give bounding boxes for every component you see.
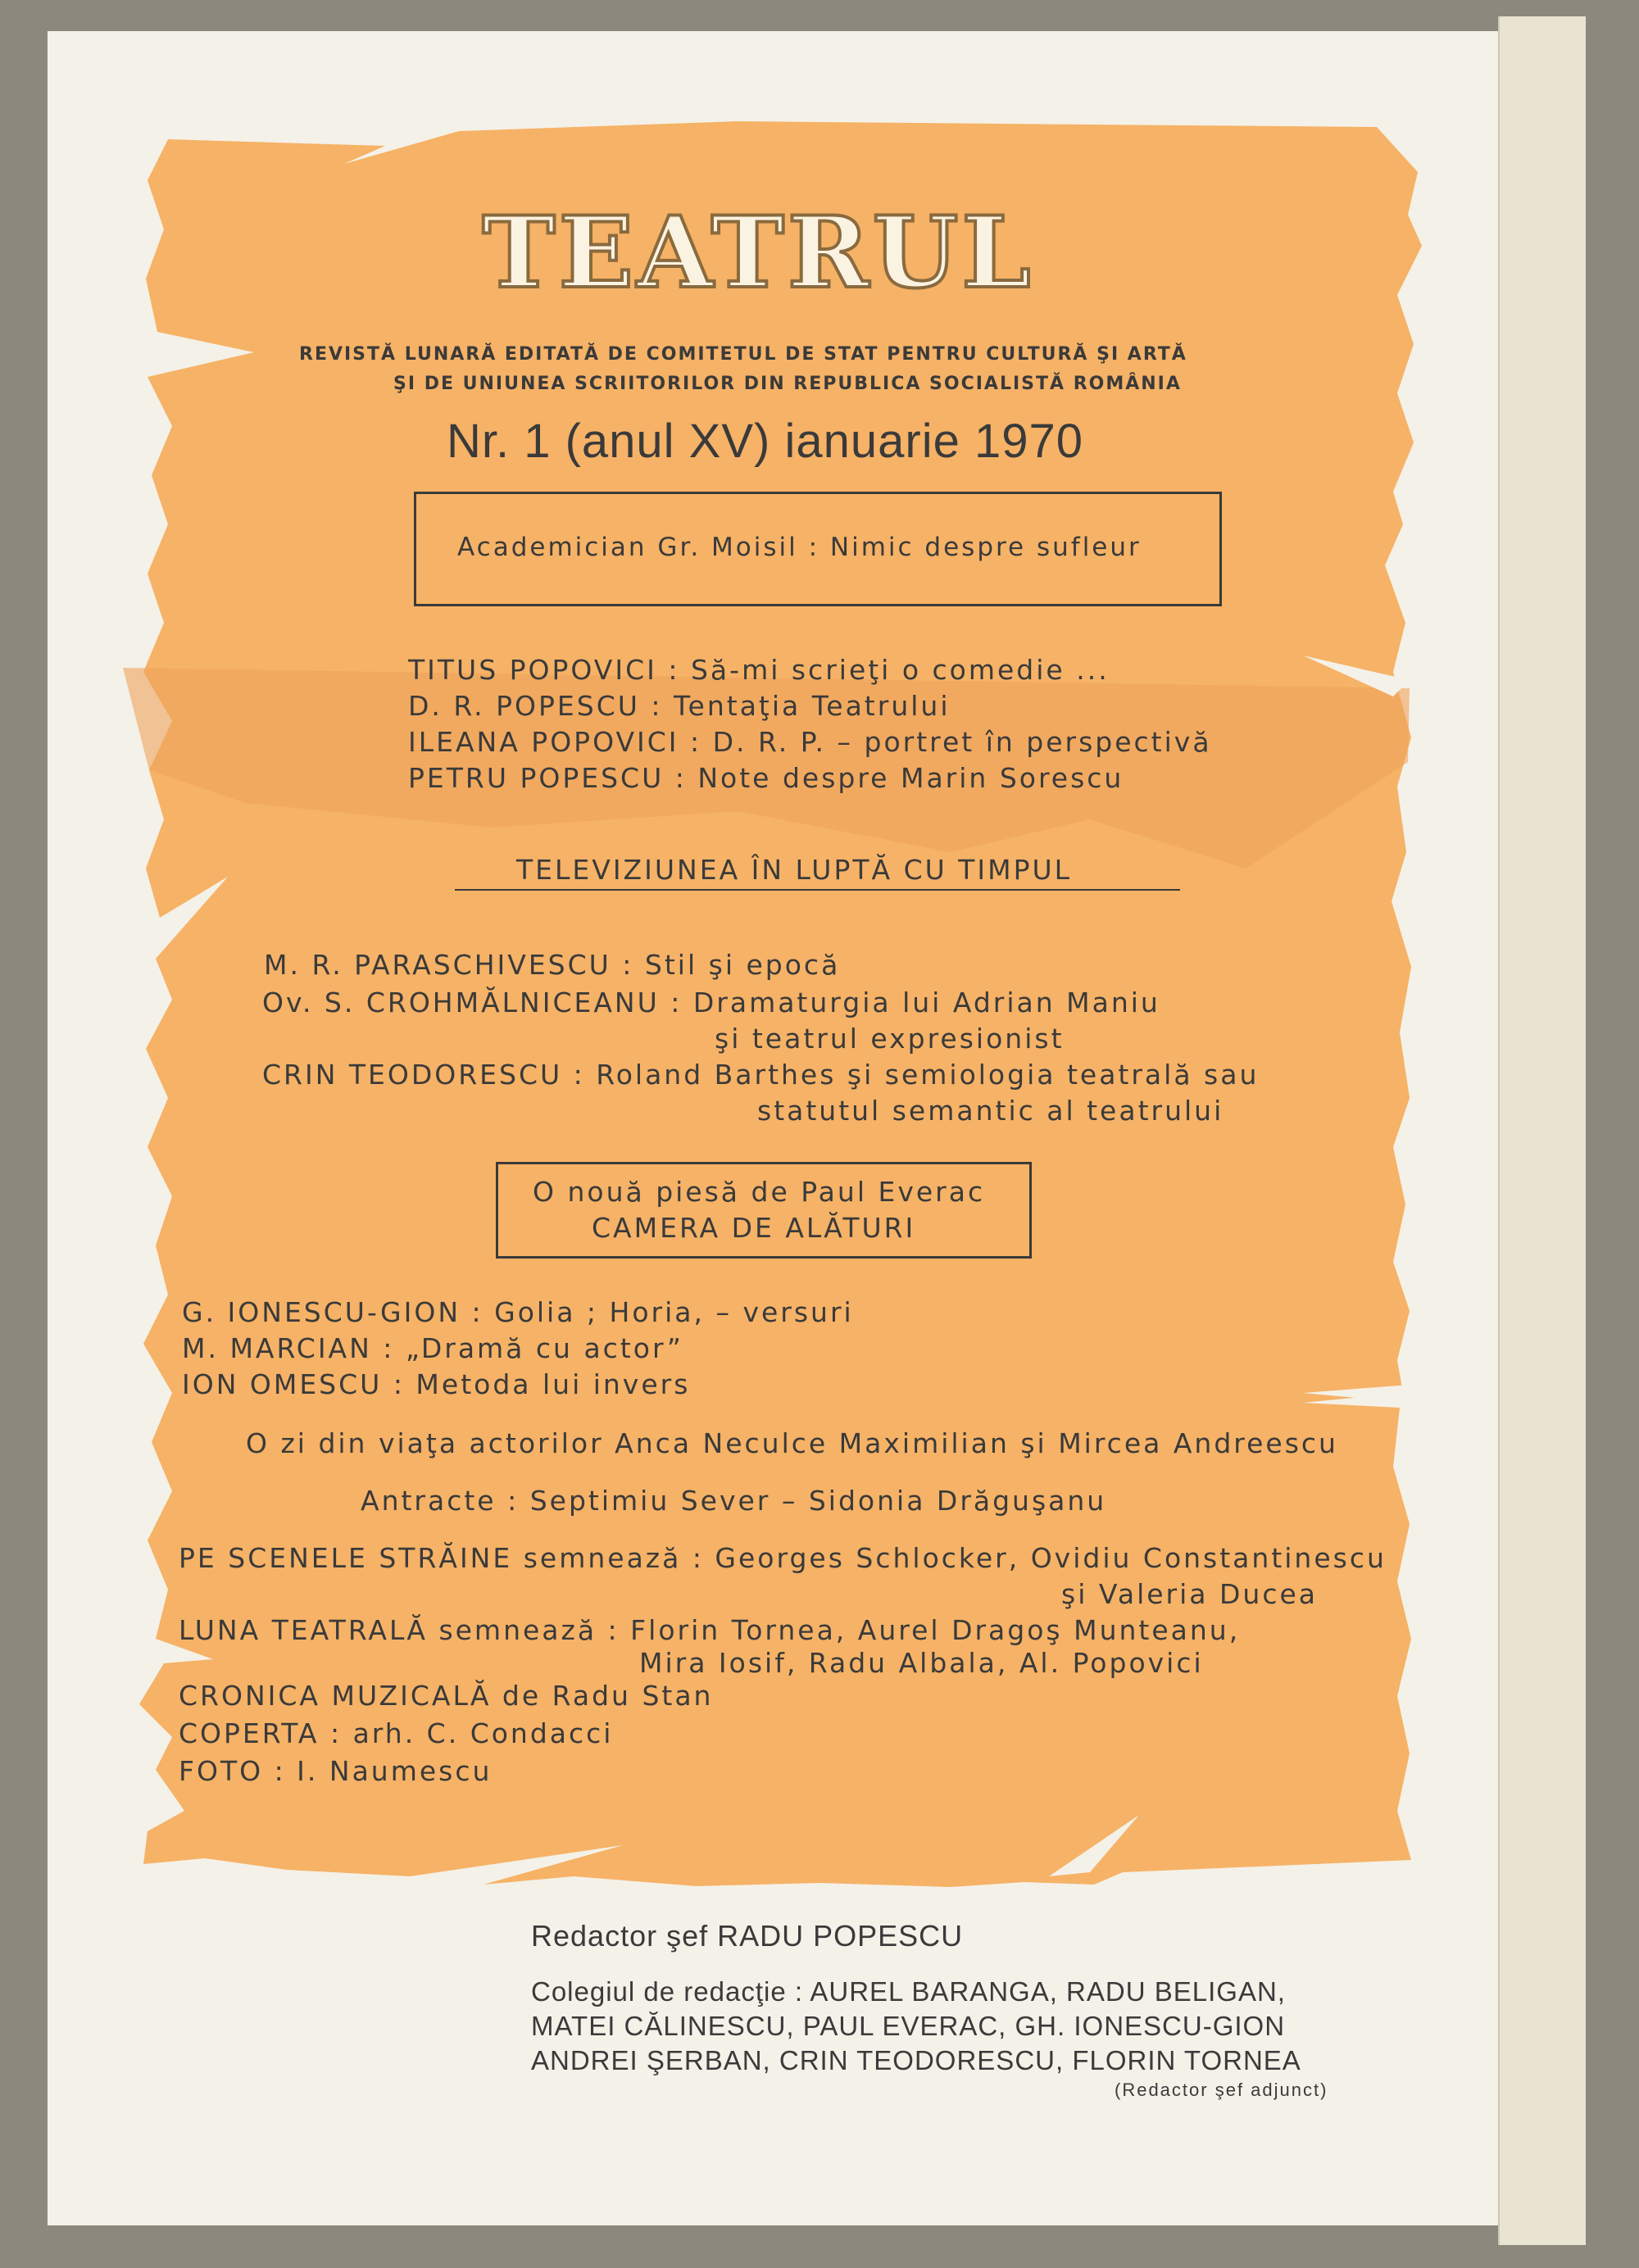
toc-line: G. IONESCU-GION : Golia ; Horia, – versuri [182,1296,854,1328]
play-box-line-2: CAMERA DE ALĂTURI [592,1212,916,1244]
toc-line: COPERTA : arh. C. Condacci [179,1717,614,1749]
toc-line: M. R. PARASCHIVESCU : Stil şi epocă [264,949,841,981]
toc-line: Ov. S. CROHMĂLNICEANU : Dramaturgia lui Adrian Maniu [262,987,1160,1018]
editor-in-chief: Redactor şef RADU POPESCU [531,1919,964,1953]
toc-line-continued: Mira Iosif, Radu Albala, Al. Popovici [639,1647,1204,1679]
toc-line: ION OMESCU : Metoda lui invers [182,1368,691,1400]
editorial-board-line: Colegiul de redacţie : AUREL BARANGA, RADU BELIGAN, [531,1976,1286,2007]
toc-line: FOTO : I. Naumescu [179,1755,493,1787]
toc-line: PETRU POPESCU : Note despre Marin Sorescu [408,762,1124,794]
deputy-note: (Redactor şef adjunct) [1115,2080,1328,2100]
toc-line: CRIN TEODORESCU : Roland Barthes şi semiologia teatrală sau [262,1059,1260,1091]
toc-line: TITUS POPOVICI : Să-mi scrieţi o comedie ... [408,654,1110,686]
toc-line-continued: şi teatrul expresionist [715,1023,1065,1055]
toc-line-continued: statutul semantic al teatrului [757,1095,1224,1127]
section-heading: TELEVIZIUNEA ÎN LUPTĂ CU TIMPUL [516,854,1073,886]
section-underline [455,889,1180,891]
toc-line: M. MARCIAN : „Dramă cu actor” [182,1332,683,1364]
subtitle-line-1: REVISTĂ LUNARĂ EDITATĂ DE COMITETUL DE STAT PENTRU CULTURĂ ŞI ARTĂ [299,344,1187,365]
toc-line: CRONICA MUZICALĂ de Radu Stan [179,1680,714,1712]
toc-line-continued: şi Valeria Ducea [1061,1578,1318,1610]
editorial-board-line: ANDREI ŞERBAN, CRIN TEODORESCU, FLORIN TORNEA [531,2045,1301,2075]
toc-line: PE SCENELE STRĂINE semnează : Georges Schlocker, Ovidiu Constantinescu [179,1542,1387,1574]
play-box-line-1: O nouă piesă de Paul Everac [533,1176,986,1208]
subtitle-line-2: ŞI DE UNIUNEA SCRIITORILOR DIN REPUBLICA SOCIALISTĂ ROMÂNIA [393,374,1182,394]
toc-centered-line: O zi din viaţa actorilor Anca Neculce Maximilian şi Mircea Andreescu [246,1427,1338,1459]
logo-text: TEATRUL [482,195,1034,311]
issue-number: Nr. 1 (anul XV) ianuarie 1970 [447,415,1083,468]
teatrul-logo [479,188,1037,320]
editorial-board-line: MATEI CĂLINESCU, PAUL EVERAC, GH. IONESCU-GION [531,2011,1286,2041]
toc-line: ILEANA POPOVICI : D. R. P. – portret în perspectivă [408,726,1212,758]
toc-centered-line: Antracte : Septimiu Sever – Sidonia Drăguşanu [361,1485,1107,1517]
toc-line: LUNA TEATRALĂ semnează : Florin Tornea, Aurel Dragoş Munteanu, [179,1614,1241,1646]
toc-line: D. R. POPESCU : Tentaţia Teatrului [408,690,951,722]
featured-article: Academician Gr. Moisil : Nimic despre sufleur [457,533,1142,562]
